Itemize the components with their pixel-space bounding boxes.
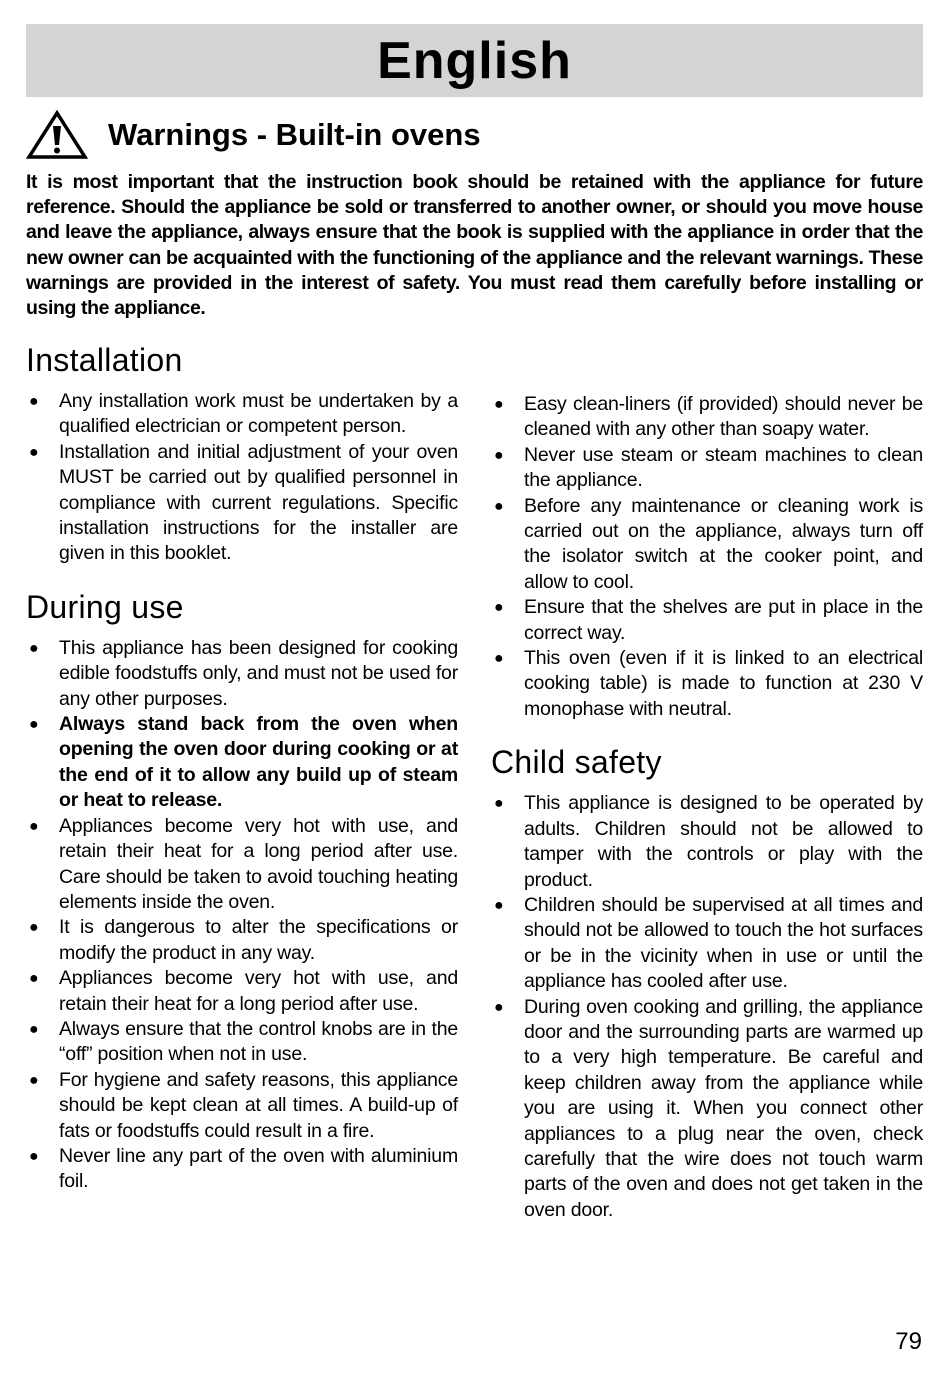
list-item: ● For hygiene and safety reasons, this appliance should be kept clean at all times. A build-up of fats or foodstuffs could result in a fire. (29, 1068, 458, 1142)
bullet-icon: ● (494, 650, 504, 668)
list-item: ● Never line any part of the oven with aluminium foil. (29, 1144, 458, 1193)
page-number: 79 (895, 1328, 922, 1355)
bullet-icon: ● (494, 998, 504, 1016)
bullet-icon: ● (494, 396, 504, 413)
bullet-icon: ● (494, 896, 504, 914)
child-safety-list (491, 791, 923, 1223)
bullet-icon: ● (29, 1071, 39, 1089)
bullet-icon: ● (29, 716, 39, 734)
bullet-icon: ● (29, 443, 39, 461)
language-banner (26, 24, 923, 97)
right-column (491, 392, 923, 1223)
bullet-icon: ● (29, 919, 39, 937)
list-item: ● Never use steam or steam machines to clean the appliance. (494, 443, 923, 492)
left-column (26, 342, 458, 1195)
banner-title: English (377, 31, 572, 90)
installation-heading: Installation (26, 342, 183, 378)
bullet-icon: ● (29, 970, 39, 988)
list-item: ● It is dangerous to alter the specifications or modify the product in any way. (29, 916, 458, 964)
list-item: ● Any installation work must be undertaken by a qualified electrician or competent person. (29, 390, 458, 438)
child-safety-heading: Child safety (491, 744, 662, 781)
during-use-heading: During use (26, 588, 184, 625)
bullet-icon: ● (494, 599, 504, 617)
during-use-list (26, 636, 458, 1195)
bullet-icon: ● (494, 446, 504, 464)
bullet-icon: ● (29, 817, 39, 835)
intro-paragraph: It is most important that the instruction book should be retained with the appliance for future reference. Should the appliance be sold or transferred to another owner, or should you move house and leave the appliance, always ensure that the book is supplied with the appliance in order that the new owner can be acquainted with the functioning of the appliance and the relevant warnings. These warnings are provided in the interest of safety. You must read them carefully before installing or using the appliance. (26, 171, 923, 320)
warnings-title: Warnings - Built-in ovens (108, 117, 481, 152)
list-item: ● Installation and initial adjustment of your oven MUST be carried out by qualified personnel in compliance with current regulations. Specific installation instructions for the installer are given in this booklet. (29, 440, 458, 565)
bullet-icon: ● (494, 497, 504, 515)
list-item: ● Appliances become very hot with use, and retain their heat for a long period after use. Care should be taken to avoid touching heating elements inside the oven. (29, 814, 458, 913)
list-item: ● Before any maintenance or cleaning work is carried out on the appliance, always turn off the isolator switch at the cooker point, and allow to cool. (494, 494, 923, 593)
bullet-icon: ● (29, 393, 39, 410)
list-item: ● Ensure that the shelves are put in place in the correct way. (494, 596, 923, 644)
bullet-icon: ● (29, 1147, 39, 1165)
list-item: ● This oven (even if it is linked to an electrical cooking table) is made to function at 230 V monophase with neutral. (494, 647, 923, 720)
warnings-header (26, 110, 923, 160)
list-item-emphasis: ● Always stand back from the oven when opening the oven door during cooking or at the end of it to allow any build up of steam or heat to release. (29, 713, 458, 812)
bullet-icon: ● (29, 639, 39, 657)
bullet-icon: ● (494, 795, 504, 813)
list-item: ● During oven cooking and grilling, the appliance door and the surrounding parts are warmed up to a very high temperature. Be careful and keep children away from the appliance while you are using it. When you connect other appliances to a plug near the oven, check carefully that the wire does not touch warm parts of the oven and does not get taken in the oven door. (494, 995, 923, 1221)
list-item: ● Always ensure that the control knobs are in the “off” position when not in use. (29, 1017, 458, 1066)
bullet-icon: ● (29, 1020, 39, 1038)
list-item: ● Appliances become very hot with use, and retain their heat for a long period after use. (29, 967, 458, 1015)
installation-list (26, 389, 458, 567)
maintenance-list (491, 392, 923, 722)
warning-triangle-icon (26, 110, 88, 160)
list-item: ● Children should be supervised at all times and should not be allowed to touch the hot surfaces or be in the vicinity when in use or until the appliance has cooled after use. (494, 893, 923, 993)
list-item: ● This appliance has been designed for cooking edible foodstuffs only, and must not be used for any other purposes. (29, 636, 458, 710)
list-item: ● This appliance is designed to be operated by adults. Children should not be allowed to tamper with the controls or play with the product. (494, 792, 923, 891)
list-item: ● Easy clean-liners (if provided) should never be cleaned with any other than soapy water. (494, 393, 923, 441)
